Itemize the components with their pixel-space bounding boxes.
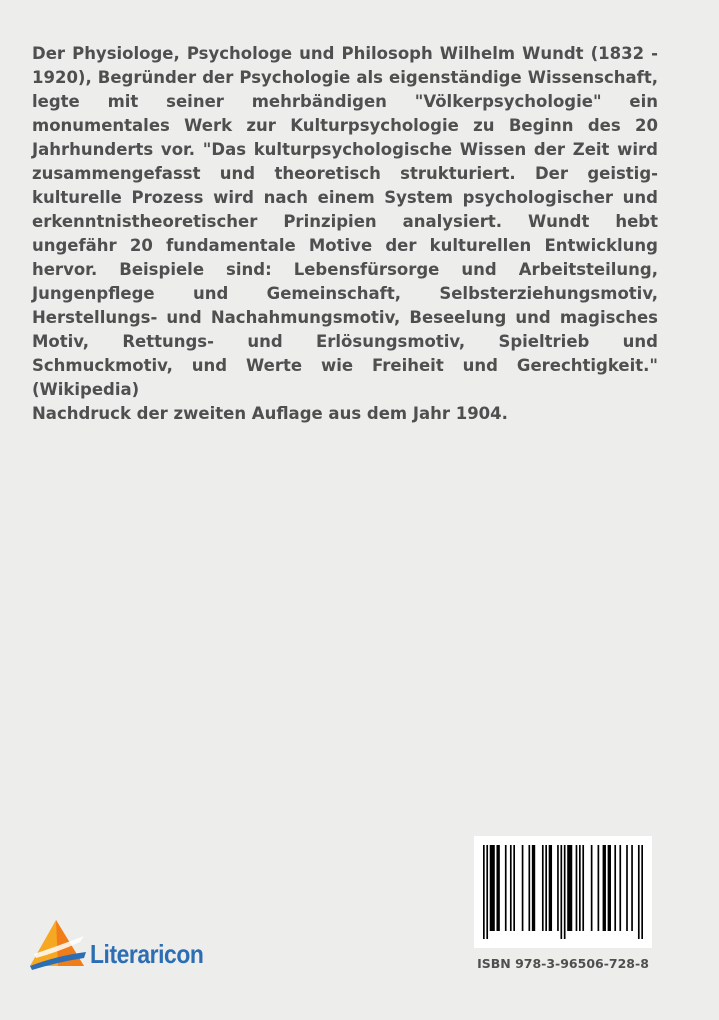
barcode-bar (486, 845, 488, 939)
back-cover-blurb (32, 42, 658, 426)
barcode-bar (614, 845, 616, 931)
logo-triangle-icon (28, 916, 88, 972)
barcode-bar (513, 845, 515, 931)
barcode-bar (608, 845, 611, 931)
barcode-bar (576, 845, 578, 931)
barcode-bar (496, 845, 499, 931)
barcode-bar (490, 845, 495, 931)
barcode-bar (560, 845, 562, 939)
barcode-bar (505, 845, 507, 931)
barcode-bar (631, 845, 633, 931)
barcode-bar (591, 845, 593, 931)
reprint-note: Nachdruck der zweiten Auflage aus dem Jahr 1904. (32, 404, 508, 423)
barcode-bar (549, 845, 552, 931)
barcode-bar (619, 845, 621, 931)
barcode-bar (483, 845, 485, 939)
barcode-bar (603, 845, 606, 931)
barcode-bar (582, 845, 584, 931)
barcode-bar (564, 845, 566, 939)
barcode-bar (579, 845, 581, 931)
barcode-bar (598, 845, 600, 931)
barcode-bar (510, 845, 512, 931)
barcode (474, 836, 652, 948)
barcode-bar (545, 845, 547, 931)
description-paragraph: Der Physiologe, Psychologe und Philosoph Wilhelm Wundt (1832 - 1920), Begründer der Psychologie als eigenständige Wissenschaft, legte mit seiner mehrbändigen "Völkerpsychologie" ein monumentales Werk zur Kulturpsychologie zu Beginn des 20 Jahrhunderts vor. "Das kulturpsychologische Wissen der Zeit wird zusammengefasst und theoretisch strukturiert. Der geistig-kulturelle Prozess wird nach einem System psychologischer und erkenntnistheoretischer Prinzipien analysiert. Wundt hebt ungefähr 20 fundamentale Motive der kulturellen Entwicklung hervor. Beispiele sind: Lebensfürsorge und Arbeitsteilung, Jungenpflege und Gemeinschaft, Selbsterziehungsmotiv, Herstellungs- und Nachahmungsmotiv, Beseelung und magisches Motiv, Rettungs- und Erlösungsmotiv, Spieltrieb und Schmuckmotiv, und Werte wie Freiheit und Gerechtigkeit." (Wikipedia) (32, 44, 658, 399)
barcode-bar (567, 845, 572, 931)
barcode-bar (557, 845, 559, 931)
barcode-bar (626, 845, 628, 931)
barcode-bar (638, 845, 640, 939)
barcode-bar (528, 845, 530, 931)
barcode-bars (483, 845, 643, 939)
barcode-bar (641, 845, 643, 939)
isbn-label: ISBN 978-3-96506-728-8 (477, 956, 649, 971)
barcode-bar (542, 845, 544, 931)
barcode-bar (522, 845, 524, 931)
logo-wordmark: Literaricon (90, 939, 204, 969)
publisher-logo (28, 916, 228, 976)
barcode-bar (532, 845, 535, 931)
